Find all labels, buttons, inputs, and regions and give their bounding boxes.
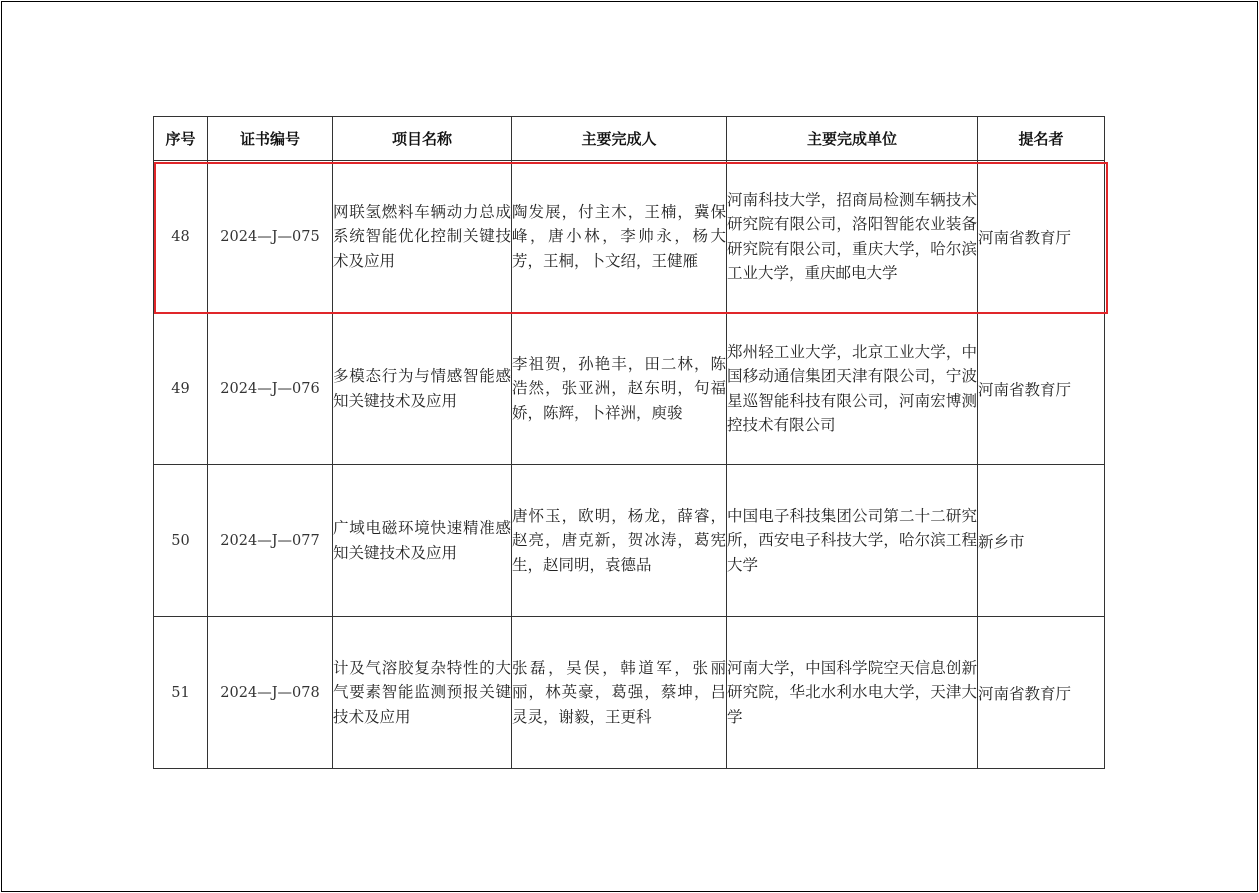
table-row — [154, 617, 1105, 769]
cell-serial-number: 48 — [154, 161, 208, 313]
awards-table — [153, 116, 1105, 769]
cell-main-contributors: 唐怀玉，欧明，杨龙，薛睿，赵亮，唐克新，贺冰涛，葛宪生，赵同明，袁德品 — [512, 465, 727, 617]
cell-main-contributors: 李祖贺，孙艳丰，田二林，陈浩然，张亚洲，赵东明，句福娇，陈辉，卜祥洲，庾骏 — [512, 313, 727, 465]
header-serial-number: 序号 — [154, 117, 208, 161]
table-row — [154, 465, 1105, 617]
cell-nominator: 河南省教育厅 — [978, 617, 1105, 769]
cell-certificate-number: 2024—J—077 — [208, 465, 333, 617]
cell-project-name: 网联氢燃料车辆动力总成系统智能优化控制关键技术及应用 — [333, 161, 512, 313]
cell-certificate-number: 2024—J—076 — [208, 313, 333, 465]
cell-certificate-number: 2024—J—078 — [208, 617, 333, 769]
cell-project-name: 广域电磁环境快速精准感知关键技术及应用 — [333, 465, 512, 617]
cell-main-contributors: 张磊，吴俣，韩道军，张丽丽，林英豪，葛强，蔡坤，吕灵灵，谢毅，王更科 — [512, 617, 727, 769]
header-project-name: 项目名称 — [333, 117, 512, 161]
cell-main-units: 郑州轻工业大学，北京工业大学，中国移动通信集团天津有限公司，宁波星巡智能科技有限公司，河南宏博测控技术有限公司 — [727, 313, 978, 465]
cell-nominator: 新乡市 — [978, 465, 1105, 617]
cell-serial-number: 50 — [154, 465, 208, 617]
table-row — [154, 161, 1105, 313]
cell-nominator: 河南省教育厅 — [978, 161, 1105, 313]
cell-serial-number: 49 — [154, 313, 208, 465]
cell-main-contributors: 陶发展，付主木，王楠，冀保峰，唐小林，李帅永，杨大芳，王桐，卜文绍，王健雁 — [512, 161, 727, 313]
cell-main-units: 河南科技大学，招商局检测车辆技术研究院有限公司，洛阳智能农业装备研究院有限公司，重庆大学，哈尔滨工业大学，重庆邮电大学 — [727, 161, 978, 313]
cell-main-units: 河南大学，中国科学院空天信息创新研究院，华北水利水电大学，天津大学 — [727, 617, 978, 769]
cell-main-units: 中国电子科技集团公司第二十二研究所，西安电子科技大学，哈尔滨工程大学 — [727, 465, 978, 617]
cell-certificate-number: 2024—J—075 — [208, 161, 333, 313]
cell-serial-number: 51 — [154, 617, 208, 769]
cell-project-name: 多模态行为与情感智能感知关键技术及应用 — [333, 313, 512, 465]
table-header-row — [154, 117, 1105, 161]
header-main-units: 主要完成单位 — [727, 117, 978, 161]
header-main-contributors: 主要完成人 — [512, 117, 727, 161]
cell-project-name: 计及气溶胶复杂特性的大气要素智能监测预报关键技术及应用 — [333, 617, 512, 769]
table-row — [154, 313, 1105, 465]
header-certificate-number: 证书编号 — [208, 117, 333, 161]
header-nominator: 提名者 — [978, 117, 1105, 161]
cell-nominator: 河南省教育厅 — [978, 313, 1105, 465]
